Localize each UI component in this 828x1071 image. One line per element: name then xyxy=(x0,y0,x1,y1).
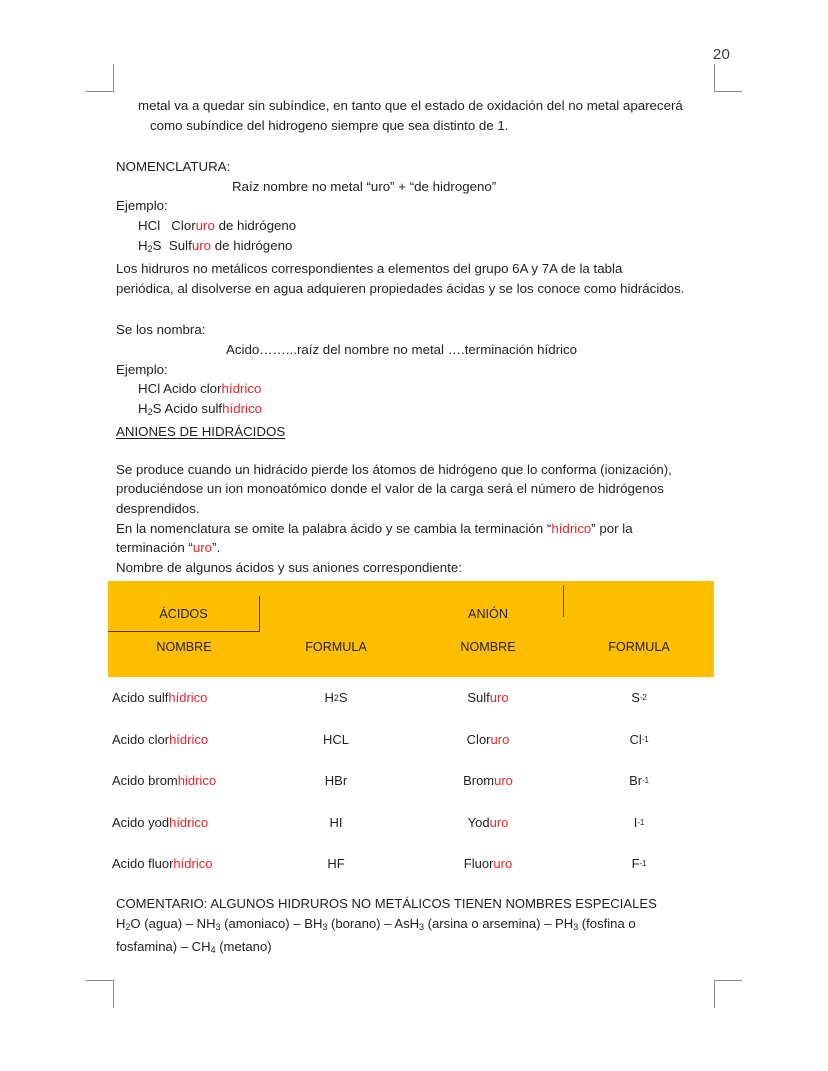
cell-anion-name xyxy=(412,690,564,705)
example-suffix: uro xyxy=(195,217,215,233)
table-column-header-acid-formula: FORMULA xyxy=(305,640,367,654)
example-tail: de hidrógeno xyxy=(214,217,297,233)
document-body xyxy=(116,96,716,577)
ejemplo-label-2: Ejemplo: xyxy=(116,361,168,377)
acid-root: Acido brom xyxy=(112,773,178,789)
anion-charge: -1 xyxy=(637,817,645,827)
acid-suffix: hídrico xyxy=(168,690,208,706)
aniones-paragraph-line-2: produciéndose un ion monoatómico donde el valor de la carga será el número de hidrógenos xyxy=(116,481,664,497)
cell-anion-name xyxy=(412,856,564,871)
se-los-nombra-heading: Se los nombra: xyxy=(116,322,206,338)
anion-suffix: uro xyxy=(489,690,509,706)
cell-anion-name xyxy=(412,773,564,788)
cell-acid-formula: HCL xyxy=(322,731,349,747)
cell-anion-formula: S -2 xyxy=(631,690,647,706)
cell-acid-formula: HBr xyxy=(324,773,348,789)
aniones-paragraph-line-1: Se produce cuando un hidrácido pierde los átomos de hidrógeno que lo conforma (ionización), xyxy=(116,461,672,477)
example-root: Sulf xyxy=(168,237,192,253)
anion-root: Yod xyxy=(467,814,490,830)
table-column-header-anion-nombre: NOMBRE xyxy=(460,640,516,654)
table-column-header-acid-nombre: NOMBRE xyxy=(156,640,212,654)
intro-line-2: como subíndice del hidrogeno siempre que sea distinto de 1. xyxy=(150,117,509,133)
example-prefix: HCl Acido clor xyxy=(138,381,222,397)
anion-root: Sulf xyxy=(467,690,490,706)
nomenclatura-omite-line-2: terminación “uro”. xyxy=(116,540,221,556)
hidruros-line-2: periódica, al disolverse en agua adquieren propiedades ácidas y se los conoce como hidrácidos. xyxy=(116,280,685,296)
table-header-divider xyxy=(563,585,564,617)
anion-charge: -1 xyxy=(639,859,647,869)
anion-suffix: uro xyxy=(489,814,509,830)
comment-line-3: fosfamina) – $CH_4$ (metano) xyxy=(116,939,272,956)
acid-root: Acido fluor xyxy=(112,856,174,872)
cell-anion-name xyxy=(412,732,564,747)
acids-anions-table xyxy=(108,581,714,885)
table-body xyxy=(108,677,714,885)
comment-section xyxy=(116,894,716,961)
acid-root: Acido sulf xyxy=(112,690,169,706)
acido-rule: Acido……...raíz del nombre no metal ….terminación hídrico xyxy=(226,341,578,357)
example-formula: $H_2S$ xyxy=(138,237,162,254)
nombre-algunos-acidos: Nombre de algunos ácidos y sus aniones correspondiente: xyxy=(116,559,462,575)
anion-charge: -1 xyxy=(641,734,649,744)
example-line-acido-sulfhidrico: $H_2S$ Acido sulfhídrico xyxy=(138,400,263,417)
example-line-hcl xyxy=(138,216,716,236)
nomenclatura-omite-line-1: En la nomenclatura se omite la palabra ácido y se cambia la terminación “hídrico” por la xyxy=(116,520,633,536)
example-suffix: hídrico xyxy=(221,381,262,397)
table-column-header-anion-formula: FORMULA xyxy=(608,640,670,654)
comment-line-1: COMENTARIO: ALGUNOS HIDRUROS NO METÁLICOS TIENEN NOMBRES ESPECIALES xyxy=(116,896,657,911)
table-row xyxy=(108,719,714,761)
nomenclatura-rule: Raíz nombre no metal “uro” + “de hidrogeno” xyxy=(232,178,497,194)
intro-line-1: metal va a quedar sin subíndice, en tanto que el estado de oxidación del no metal aparecerá xyxy=(138,98,683,113)
table-row xyxy=(108,802,714,844)
anion-charge: -2 xyxy=(639,693,647,703)
cell-anion-formula: F -1 xyxy=(631,856,647,872)
cell-acid-name xyxy=(108,732,260,747)
cell-acid-name xyxy=(108,815,260,830)
aniones-paragraph-line-3: desprendidos. xyxy=(116,501,200,517)
example-suffix: uro xyxy=(191,237,212,253)
table-header-column-row xyxy=(108,632,714,662)
cell-anion-formula: Cl -1 xyxy=(629,731,649,747)
example-line-h2s xyxy=(138,236,716,260)
anion-root: Brom xyxy=(463,773,495,789)
page-number: 20 xyxy=(712,46,730,63)
anion-suffix: uro xyxy=(490,731,510,747)
example-suffix: hídrico xyxy=(222,400,263,416)
ejemplo-label-1: Ejemplo: xyxy=(116,198,168,214)
aniones-section-heading: ANIONES DE HIDRÁCIDOS xyxy=(116,424,286,440)
comment-line-2: $H_2O$ (agua) – $NH_3$ (amoniaco) – $BH_3$ (borano) – AsH$_3$ (arsina o arsemina) – $PH_3$ (fosfina o xyxy=(116,915,636,932)
cell-anion-formula: Br -1 xyxy=(629,773,649,789)
cell-acid-name xyxy=(108,690,260,705)
acid-suffix: hidrico xyxy=(177,773,217,789)
table-header-group-acidos: ÁCIDOS xyxy=(108,596,260,632)
cell-acid-name xyxy=(108,773,260,788)
acid-suffix: hídrico xyxy=(169,814,209,830)
cell-anion-formula: I -1 xyxy=(633,814,645,830)
cell-anion-name xyxy=(412,815,564,830)
crop-mark-top-right-icon xyxy=(714,64,742,92)
table-header xyxy=(108,581,714,677)
nomenclatura-heading: NOMENCLATURA: xyxy=(116,159,231,175)
anion-root: Clor xyxy=(466,731,491,747)
crop-mark-bottom-right-icon xyxy=(714,980,742,1008)
table-row xyxy=(108,760,714,802)
cell-acid-name xyxy=(108,856,260,871)
crop-mark-bottom-left-icon xyxy=(86,980,114,1008)
table-header-group-row xyxy=(108,596,714,632)
anion-charge: -1 xyxy=(642,776,649,786)
table-header-group-anion: ANIÓN xyxy=(468,607,508,621)
acid-root: Acido clor xyxy=(112,731,170,747)
acid-root: Acido yod xyxy=(112,814,170,830)
example-tail: de hidrógeno xyxy=(211,237,293,253)
anion-root: Fluor xyxy=(463,856,494,872)
example-root: Clor xyxy=(171,217,196,233)
acid-suffix: hídrico xyxy=(173,856,213,872)
example-line-acido-clorhidrico xyxy=(138,379,716,399)
anion-suffix: uro xyxy=(493,856,513,872)
table-row xyxy=(108,677,714,719)
acid-suffix: hídrico xyxy=(169,731,209,747)
example-formula: HCl xyxy=(138,217,161,233)
crop-mark-top-left-icon xyxy=(86,64,114,92)
cell-acid-formula: HI xyxy=(329,814,343,830)
cell-acid-formula: HF xyxy=(327,856,345,872)
table-row xyxy=(108,843,714,885)
hidruros-line-1: Los hidruros no metálicos correspondientes a elementos del grupo 6A y 7A de la tabla xyxy=(116,261,623,277)
anion-suffix: uro xyxy=(494,773,513,789)
cell-acid-formula: H 2 S xyxy=(324,690,348,706)
